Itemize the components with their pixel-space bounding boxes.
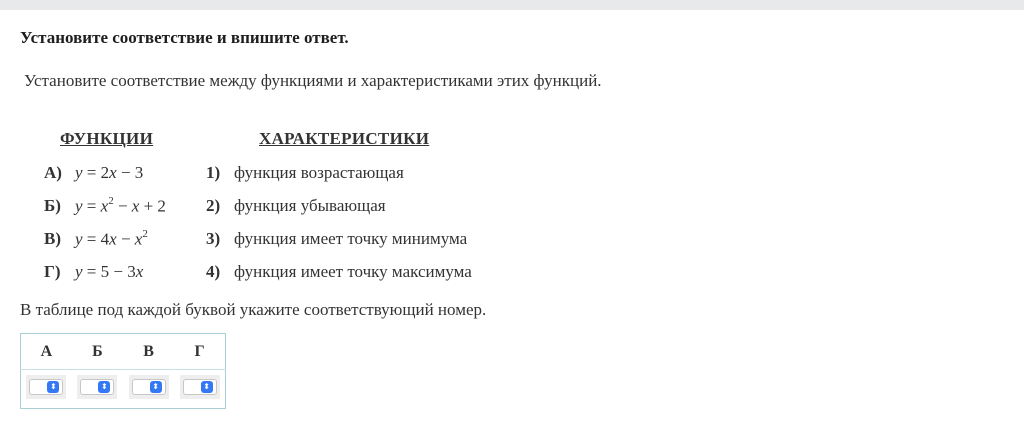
characteristic-text: функция имеет точку максимума — [234, 262, 472, 281]
answer-header-b: Б — [72, 334, 123, 370]
answer-table-inputs — [21, 370, 226, 409]
function-formula-g: y = 5 − 3x — [75, 262, 144, 281]
characteristic-number: 2) — [206, 196, 221, 215]
select-updown-icon: ⬍ — [47, 381, 59, 393]
task-title: Установите соответствие и впишите ответ. — [20, 28, 349, 47]
answer-header-a: А — [21, 334, 72, 370]
answer-table — [20, 333, 226, 409]
characteristic-text: функция имеет точку минимума — [234, 229, 468, 248]
function-letter: А) — [44, 163, 62, 182]
answer-select-g[interactable] — [183, 379, 217, 395]
function-letter: В) — [44, 229, 61, 248]
function-formula-a: y = 2x − 3 — [75, 163, 144, 182]
function-letter: Г) — [44, 262, 61, 281]
answer-table-header — [21, 334, 226, 370]
instruction-text: В таблице под каждой буквой укажите соответствующий номер. — [20, 300, 487, 319]
functions-header: ФУНКЦИИ — [60, 129, 154, 148]
function-letter: Б) — [44, 196, 61, 215]
answer-header-g: Г — [174, 334, 225, 370]
characteristic-number: 3) — [206, 229, 221, 248]
answer-select-b[interactable] — [80, 379, 114, 395]
characteristics-header: ХАРАКТЕРИСТИКИ — [259, 129, 430, 148]
select-updown-icon: ⬍ — [98, 381, 110, 393]
answer-header-v: В — [123, 334, 174, 370]
characteristic-number: 4) — [206, 262, 221, 281]
top-bar — [0, 0, 1024, 10]
function-formula-v: $y = 4x - x^2$ — [75, 228, 148, 249]
characteristic-number: 1) — [206, 163, 221, 182]
characteristic-text: функция возрастающая — [234, 163, 404, 182]
answer-select-v[interactable] — [132, 379, 166, 395]
function-formula-b: $y = x^2 - x + 2$ — [75, 195, 166, 216]
characteristic-text: функция убывающая — [234, 196, 386, 215]
task-intro: Установите соответствие между функциями и характеристиками этих функций. — [24, 71, 602, 90]
select-updown-icon: ⬍ — [150, 381, 162, 393]
select-updown-icon: ⬍ — [201, 381, 213, 393]
answer-select-a[interactable] — [29, 379, 63, 395]
